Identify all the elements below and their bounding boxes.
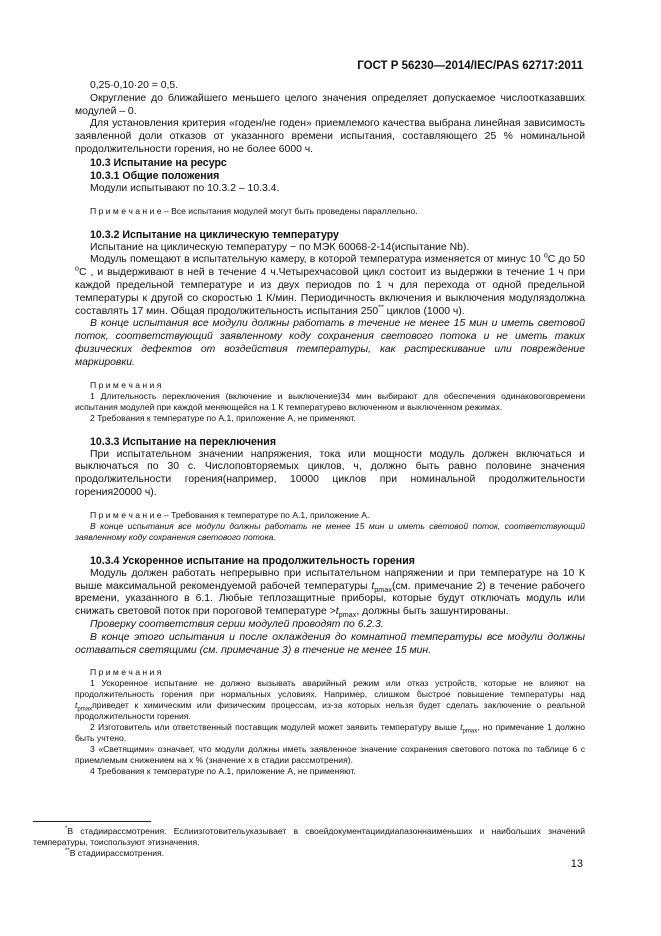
section-10-3-4-note-4: 4 Требования к температуре по А.1, приложение А, не применяют. bbox=[90, 766, 356, 777]
p1-part-a: Модуль должен работать непрерывно при испытательном напряжении и при температуре на 10 К выше максимальной рекомендуемой рабочей температуры bbox=[75, 567, 585, 592]
section-10-3-3-p2: В конце испытания все модули должны работать не менее 15 мин и иметь световой поток, соответствующий заявленному коду сохранения светового потока. bbox=[75, 520, 585, 542]
section-10-3-4-title: 10.3.4 Ускоренное испытание на продолжительность горения bbox=[90, 554, 415, 567]
section-10-3-1-title: 10.3.1 Общие положения bbox=[90, 169, 220, 182]
p2-part-c: C , и выдерживают в ней в течение 4 ч.Четырехчасовой цикл состоит из выдержки в течение 1 ч при каждой предельной температуре и из двух периодов по 1 ч для перехода от одной предельной температуры к другой со скоростью 1 К/мин. Периодичность включения и выключения модуляздолжна составлять 17 мин. Общая продолжительность испытания 250 bbox=[75, 267, 585, 317]
rounding-paragraph: Округление до ближайшего меньшего целого значения определяет допускаемое числоотказавших модулей – 0. bbox=[75, 92, 585, 117]
section-10-3-2-title: 10.3.2 Испытание на циклическую температуру bbox=[90, 228, 339, 241]
t-symbol: t bbox=[335, 606, 339, 618]
p2-part-a: Модуль помещают в испытательную камеру, в которой температура изменяется от минус 10 bbox=[90, 254, 544, 266]
pmax-subscript: pmax bbox=[374, 584, 392, 594]
t-symbol: t bbox=[460, 722, 463, 733]
footnote-1 bbox=[33, 826, 585, 848]
p2-part-d: циклов (1000 ч). bbox=[383, 305, 465, 317]
section-10-3-2-p1: Испытание на циклическую температуру − по МЭК 60068-2-14(испытание Nb). bbox=[90, 241, 470, 253]
section-10-3-2-note-1: 1 Длительность переключения (включение и выключение)34 мин выбирают для обеспечения одинаковоговремени испытания модулей при каждой меняющейся на 1 К температурево включенном и выключенном режимах. bbox=[75, 390, 585, 412]
note1-part-b: приведет к химическим или физическим процессам, из-за которых нельзя будет сделать заключение о реальной продолжительности горения. bbox=[75, 700, 585, 722]
footnote-divider bbox=[33, 821, 151, 822]
note-label: П р и м е ч а н и е bbox=[90, 509, 162, 520]
section-10-3-2-note-2: 2 Требования к температуре по А.1, приложение А, не применяют. bbox=[90, 412, 356, 423]
footnote-marker-2: ** bbox=[65, 848, 70, 855]
section-10-3-1-note bbox=[75, 206, 585, 217]
criterion-paragraph: Для установления критерия «годен/не годен» приемлемого качества выбрана линейная зависимость заявленной доли отказов от указанного времени испытания, составляющего 25 % номинальной продолжительности горения, но не более 6000 ч. bbox=[75, 118, 585, 155]
note1-part-a: 1 Ускоренное испытание не должно вызывать аварийный режим или отказ устройств, которые не влияют на продолжительность горения при нормальных условиях. Например, слишком быстрое повышение температуры над bbox=[75, 678, 585, 700]
section-10-3-4-p3: В конце этого испытания и после охлаждения до комнатной температуры все модули должны оставаться светящими (см. примечание 3) в течение не менее 15 мин. bbox=[75, 631, 585, 656]
note2-part-b: , но примечание 1 должно быть учтено. bbox=[75, 722, 585, 744]
footnote-2-text: В стадиирассмотрения. bbox=[69, 848, 165, 858]
document-header: ГОСТ Р 56230—2014/IEC/PAS 62717:2011 bbox=[357, 60, 583, 72]
footnotes bbox=[33, 826, 585, 859]
section-10-3-2-p2 bbox=[75, 250, 585, 318]
note-label: П р и м е ч а н и е bbox=[90, 205, 162, 216]
section-10-3-3-p1: При испытательном значении напряжения, тока или мощности модуль должен включаться и выключаться по 30 с. Числоповторяемых циклов, ч, должно быть равно половине значения продолжительности горения(например, 10000 циклов при номинальной продолжительности горения20000 ч). bbox=[75, 448, 585, 498]
calc-line: 0,25·0,10·20 = 0,5. bbox=[90, 80, 179, 91]
section-10-3-3-title: 10.3.3 Испытание на переключения bbox=[90, 435, 277, 448]
section-10-3-1-text: Модули испытывают по 10.3.2 – 10.3.4. bbox=[90, 182, 280, 194]
pmax-subscript: pmax bbox=[462, 729, 478, 736]
document-body bbox=[75, 80, 585, 777]
pmax-subscript: pmax bbox=[77, 707, 93, 714]
notes-label: П р и м е ч а н и я bbox=[90, 379, 162, 390]
degree-mark: o bbox=[75, 263, 80, 273]
footnote-2 bbox=[33, 848, 585, 859]
page-number: 13 bbox=[570, 858, 583, 870]
section-10-3-4-note-3: 3 «Светящими» означает, что модули должны иметь заявленное значение сохранения светового потока по таблице 6 с приемлемым снижением на x % (значение x в стадии рассмотрения). bbox=[75, 744, 585, 766]
t-symbol: t bbox=[75, 700, 78, 711]
note-text: – Все испытания модулей могут быть проведены параллельно. bbox=[161, 205, 418, 216]
section-10-3-4-p2: Проверку соответствия серии модулей проводят по 6.2.3. bbox=[90, 618, 384, 630]
note-text: – Требования к температуре по А.1, приложение А. bbox=[161, 509, 370, 520]
section-10-3-4-note-2 bbox=[75, 722, 585, 744]
section-10-3-2-p3: В конце испытания все модули должны работать в течение не менее 15 мин и иметь световой поток, соответствующий заявленному коду сохранения светового потока и не иметь таких физических дефектов от воздействия температуры, как растрескивание или повреждение маркировки. bbox=[75, 318, 585, 368]
degree-mark: o bbox=[543, 250, 548, 260]
p2-part-b: C до 50 bbox=[547, 254, 585, 266]
pmax-subscript: pmax bbox=[338, 610, 357, 620]
footnote-1-text: В стадиирассмотрения. Еслиизготовительуказывает в своейдокументациидиапазоннаименьших и наибольших значений температуры, тоиспользуют этизначения. bbox=[33, 826, 585, 847]
note2-part-a: 2 Изготовитель или ответственный поставщик модулей может заявить температуру выше bbox=[90, 722, 461, 733]
footnote-marker-1: * bbox=[65, 826, 68, 833]
p1-part-c: , должны быть зашунтированы. bbox=[356, 606, 509, 618]
section-10-3-title: 10.3 Испытание на ресурс bbox=[90, 156, 227, 169]
p1-part-b: (см. примечание 2) в течение рабочего времени, указанного в 6.1. Любые теплозащитные приборы, которые будут отключать модуль или снижать световой поток при пороговой температуре > bbox=[75, 580, 585, 618]
section-10-3-4-note-1 bbox=[75, 678, 585, 722]
t-symbol: t bbox=[371, 580, 375, 592]
section-10-3-3-note bbox=[75, 510, 585, 521]
footnote-ref-2: ** bbox=[378, 302, 384, 312]
notes-label: П р и м е ч а н и я bbox=[90, 667, 162, 678]
section-10-3-4-p1 bbox=[75, 568, 585, 619]
